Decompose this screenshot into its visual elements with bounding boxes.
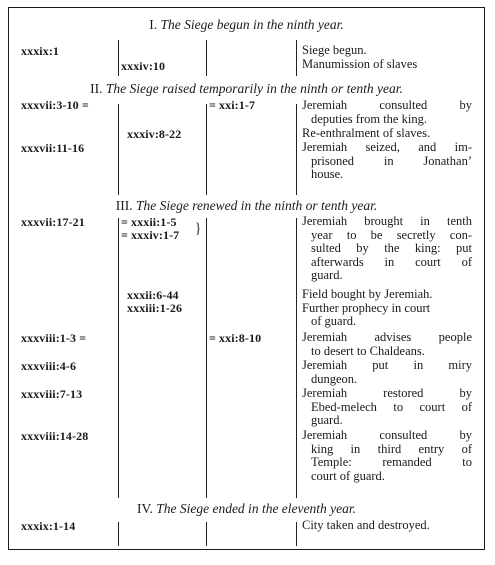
column-rule — [206, 104, 207, 195]
event-description — [302, 215, 472, 283]
chapter-ref: xxxvii:11-16 — [21, 141, 85, 155]
description-line: year to be secretly con- — [311, 227, 472, 242]
section-title: The Siege renewed in the ninth or tenth year. — [135, 198, 378, 213]
chapter-ref: = xxxii:1-5 — [121, 215, 177, 229]
event-description — [302, 44, 472, 71]
description-line: of guard. — [311, 314, 357, 329]
chapter-ref: xxxiv:8-22 — [127, 127, 182, 141]
column-rule — [206, 218, 207, 498]
column-rule — [118, 40, 119, 76]
description-line: Field bought by Jeremiah. — [302, 287, 433, 301]
chapter-ref: xxxiv:10 — [121, 59, 166, 73]
description-line: sulted by the king: put — [311, 241, 472, 256]
description-line: Siege begun. — [302, 43, 367, 57]
section-title: The Siege begun in the ninth year. — [160, 17, 344, 32]
column-rule — [296, 104, 297, 195]
column-rule — [296, 522, 297, 546]
event-description — [302, 288, 472, 329]
chapter-ref: xxxix:1-14 — [21, 519, 76, 533]
chapter-ref: xxxix:1 — [21, 44, 60, 58]
description-line: Jeremiah consulted by — [302, 428, 472, 442]
event-description — [302, 99, 472, 126]
section-heading — [9, 18, 484, 32]
description-line: deputies from the king. — [311, 111, 427, 126]
event-description — [302, 141, 472, 182]
section-heading — [9, 82, 484, 96]
column-rule — [206, 522, 207, 546]
description-line: Re-enthralment of slaves. — [302, 126, 431, 140]
section-numeral: I. — [149, 17, 158, 32]
event-description — [302, 127, 472, 141]
section-numeral: II. — [90, 81, 103, 96]
description-line: Jeremiah restored by — [302, 386, 472, 400]
section-title: The Siege raised temporarily in the ninth or tenth year. — [105, 81, 403, 96]
chapter-ref: xxxviii:4-6 — [21, 359, 77, 373]
chapter-ref: xxxviii:14-28 — [21, 429, 89, 443]
description-line: Further prophecy in court — [302, 300, 431, 315]
description-line: to desert to Chaldeans. — [311, 343, 425, 358]
description-line: court of guard. — [311, 468, 385, 483]
description-line: king in third entry of — [311, 441, 472, 456]
column-rule — [296, 40, 297, 76]
description-line: afterwards in court of — [311, 254, 472, 269]
description-line: Jeremiah seized, and im- — [302, 140, 472, 154]
chapter-ref: xxxvii:17-21 — [21, 215, 85, 229]
column-rule — [206, 40, 207, 76]
column-rule — [118, 104, 119, 195]
description-line: City taken and destroyed. — [302, 518, 430, 532]
brace-glyph: } — [195, 219, 202, 236]
section-numeral: IV. — [136, 501, 153, 516]
description-line: Ebed-melech to court of — [311, 399, 472, 414]
description-line: Jeremiah consulted by — [302, 98, 472, 112]
section-heading — [9, 199, 484, 213]
description-line: prisoned in Jonathan’ — [311, 153, 472, 168]
chapter-ref: xxxviii:7-13 — [21, 387, 83, 401]
column-rule — [118, 218, 119, 498]
description-line: guard. — [311, 413, 343, 428]
column-rule — [296, 218, 297, 498]
chapter-ref: = xxxiv:1-7 — [121, 228, 180, 242]
description-line: Jeremiah brought in tenth — [302, 214, 472, 228]
description-line: Jeremiah advises people — [302, 330, 472, 344]
event-description — [302, 331, 472, 358]
chapter-ref: xxxiii:1-26 — [127, 301, 183, 315]
section-title: The Siege ended in the eleventh year. — [156, 501, 357, 516]
description-line: Jeremiah put in miry — [302, 358, 472, 372]
event-description — [302, 519, 472, 533]
section-numeral: III. — [115, 198, 133, 213]
description-line: house. — [311, 167, 344, 182]
section-heading — [9, 502, 484, 516]
chapter-ref: = xxi:8-10 — [209, 331, 262, 345]
chapter-ref: xxxviii:1-3 = — [21, 331, 87, 345]
siege-table — [8, 7, 485, 550]
event-description — [302, 359, 472, 386]
event-description — [302, 429, 472, 483]
description-line: dungeon. — [311, 371, 358, 386]
chapter-ref: = xxi:1-7 — [209, 98, 256, 112]
description-line: guard. — [311, 268, 343, 283]
column-rule — [118, 522, 119, 546]
description-line: Manumission of slaves — [302, 56, 418, 71]
chapter-ref: xxxvii:3-10 = — [21, 98, 89, 112]
event-description — [302, 387, 472, 428]
chapter-ref: xxxii:6-44 — [127, 288, 179, 302]
description-line: Temple: remanded to — [311, 455, 472, 470]
